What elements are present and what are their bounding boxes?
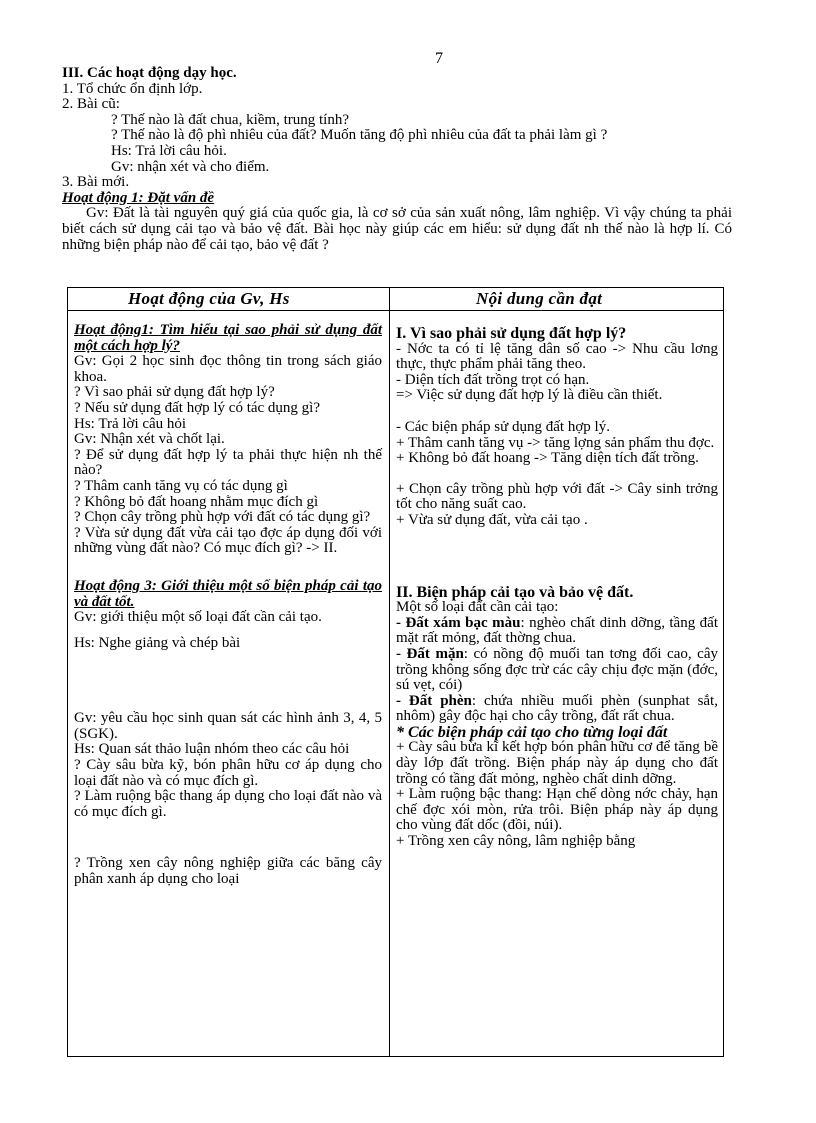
lesson-table xyxy=(67,287,724,1057)
content-text: + Vừa sử dụng đất, vừa cải tạo . xyxy=(396,511,588,528)
activity-text: ? Vừa sử dụng đất vừa cải tạo đợc áp dụng đối với những vùng đất nào? Có mục đích gì? -> II. xyxy=(74,524,382,557)
col-header-content: Nội dung cần đạt xyxy=(476,289,603,308)
intro-question: ? Thế nào là độ phì nhiêu của đất? Muốn tăng độ phì nhiêu của đất ta phải làm gì ? xyxy=(111,127,608,144)
content-text: + Không bỏ đất hoang -> Tăng diện tích đất trồng. xyxy=(396,450,699,467)
activity-text: Gv: Nhận xét và chốt lại. xyxy=(74,431,225,448)
content-text: + Làm ruộng bậc thang: Hạn chế dòng nớc chảy, hạn chế đợc xói mòn, rửa trôi. Biện pháp này áp dụng cho vùng đất dốc (đồi, núi). xyxy=(396,786,718,834)
activity-text: ? Không bỏ đất hoang nhằm mục đích gì xyxy=(74,493,319,510)
column-divider xyxy=(389,288,390,1056)
measures-subheading: * Các biện pháp cải tạo cho từng loại đất xyxy=(396,723,668,741)
content-text: - Nớc ta có tỉ lệ tăng dân số cao -> Nhu cầu lơng thực, thực phẩm phải tăng theo. xyxy=(396,340,718,373)
content-text: - Diện tích đất trồng trọt có hạn. xyxy=(396,371,590,388)
activity-text: ? Cày sâu bừa kỹ, bón phân hữu cơ áp dụng cho loại đất nào và có mục đích gì. xyxy=(74,757,382,789)
page-number: 7 xyxy=(435,50,443,67)
content-text: + Trồng xen cây nông, lâm nghiệp bằng xyxy=(396,833,636,850)
table-header xyxy=(68,288,723,311)
activity-text: ? Chọn cây trồng phù hợp với đất có tác dụng gì? xyxy=(74,509,371,526)
intro-question: ? Thế nào là đất chua, kiềm, trung tính? xyxy=(111,111,349,128)
activity-text: Hs: Nghe giảng và chép bài xyxy=(74,634,241,651)
section-heading: III. Các hoạt động dạy học. xyxy=(62,65,237,81)
content-text: + Cày sâu bừa kĩ kết hợp bón phân hữu cơ để tăng bề dày lớp đất trồng. Biện pháp này áp dụng cho đất trồng có tầng đất mỏng, nghèo chất dinh dỡng. xyxy=(396,739,718,787)
content-text: => Việc sử dụng đất hợp lý là điều cần thiết. xyxy=(396,387,663,404)
activity-text: Gv: Gọi 2 học sinh đọc thông tin trong sách giáo khoa. xyxy=(74,353,382,385)
intro-paragraph: Gv: Đất là tài nguyên quý giá của quốc gia, là cơ sở của sản xuất nông, lâm nghiệp. Vì vậy chúng ta phải biết cách sử dụng cải tạo và bảo vệ đất. Bài học này giúp các em hiểu: sử dụng đất nh thế nào là hợp lí. Có những biện pháp nào để cải tạo, bảo vệ đất ? xyxy=(62,205,732,253)
content-text: Một số loại đất cần cải tạo: xyxy=(396,599,559,616)
activity-3-title: Hoạt động 3: Giới thiệu một số biện pháp cải tạo và đất tốt. xyxy=(74,577,382,610)
content-column xyxy=(396,310,718,850)
activity-1-title: Hoạt động1: Tìm hiểu tại sao phải sử dụng đất một cách hợp lý? xyxy=(74,322,382,354)
content-text: + Chọn cây trồng phù hợp với đất -> Cây sinh trởng tốt cho năng suất cao. xyxy=(396,480,718,513)
col-header-activities: Hoạt động của Gv, Hs xyxy=(128,289,290,308)
section-2-title: II. Biện pháp cải tạo và bảo vệ đất. xyxy=(396,583,634,601)
activity-text: ? Vì sao phải sử dụng đất hợp lý? xyxy=(74,384,275,401)
intro-line: 1. Tổ chức ổn định lớp. xyxy=(62,80,203,97)
content-text: + Thâm canh tăng vụ -> tăng lợng sản phẩm thu đợc. xyxy=(396,434,715,451)
activities-column xyxy=(74,310,382,888)
intro-line: 2. Bài cũ: xyxy=(62,96,120,113)
activity-text: ? Làm ruộng bậc thang áp dụng cho loại đất nào và có mục đích gì. xyxy=(74,788,382,820)
section-1-title: I. Vì sao phải sử dụng đất hợp lý? xyxy=(396,325,627,342)
intro-line: Hs: Trả lời câu hỏi. xyxy=(111,142,227,159)
activity-text: ? Để sử dụng đất hợp lý ta phải thực hiện nh thế nào? xyxy=(74,446,382,479)
content-text: - Đất phèn: chứa nhiều muối phèn (sunphat sắt, nhôm) gây độc hại cho cây trồng, đất rất chua. xyxy=(396,692,718,725)
intro-section xyxy=(62,66,732,253)
activity-text: Hs: Trả lời câu hỏi xyxy=(74,415,187,432)
content-text: - Đất mặn: có nồng độ muối tan tơng đối cao, cây trồng không sống đợc trừ các cây chịu đợc mặn (đớc, sú vẹt, cói) xyxy=(396,645,718,694)
activity-text: ? Thâm canh tăng vụ có tác dụng gì xyxy=(74,477,288,494)
activity-text: ? Nếu sử dụng đất hợp lý có tác dụng gì? xyxy=(74,399,321,416)
activity-text: Gv: yêu cầu học sinh quan sát các hình ảnh 3, 4, 5 (SGK). xyxy=(74,710,382,742)
content-text: - Các biện pháp sử dụng đất hợp lý. xyxy=(396,418,610,435)
intro-line: Gv: nhận xét và cho điểm. xyxy=(111,158,270,175)
activity-1-label: Hoạt động 1: Đặt vấn đề xyxy=(62,189,215,206)
activity-text: Hs: Quan sát thảo luận nhóm theo các câu hỏi xyxy=(74,741,350,758)
intro-line: 3. Bài mới. xyxy=(62,174,130,191)
content-text: - Đất xám bạc màu: nghèo chất dinh dỡng, tầng đất mặt rất mỏng, đất thờng chua. xyxy=(396,614,718,647)
activity-text: Gv: giới thiệu một số loại đất cần cải tạo. xyxy=(74,609,322,626)
activity-text: ? Trồng xen cây nông nghiệp giữa các băng cây phân xanh áp dụng cho loại xyxy=(74,855,382,888)
